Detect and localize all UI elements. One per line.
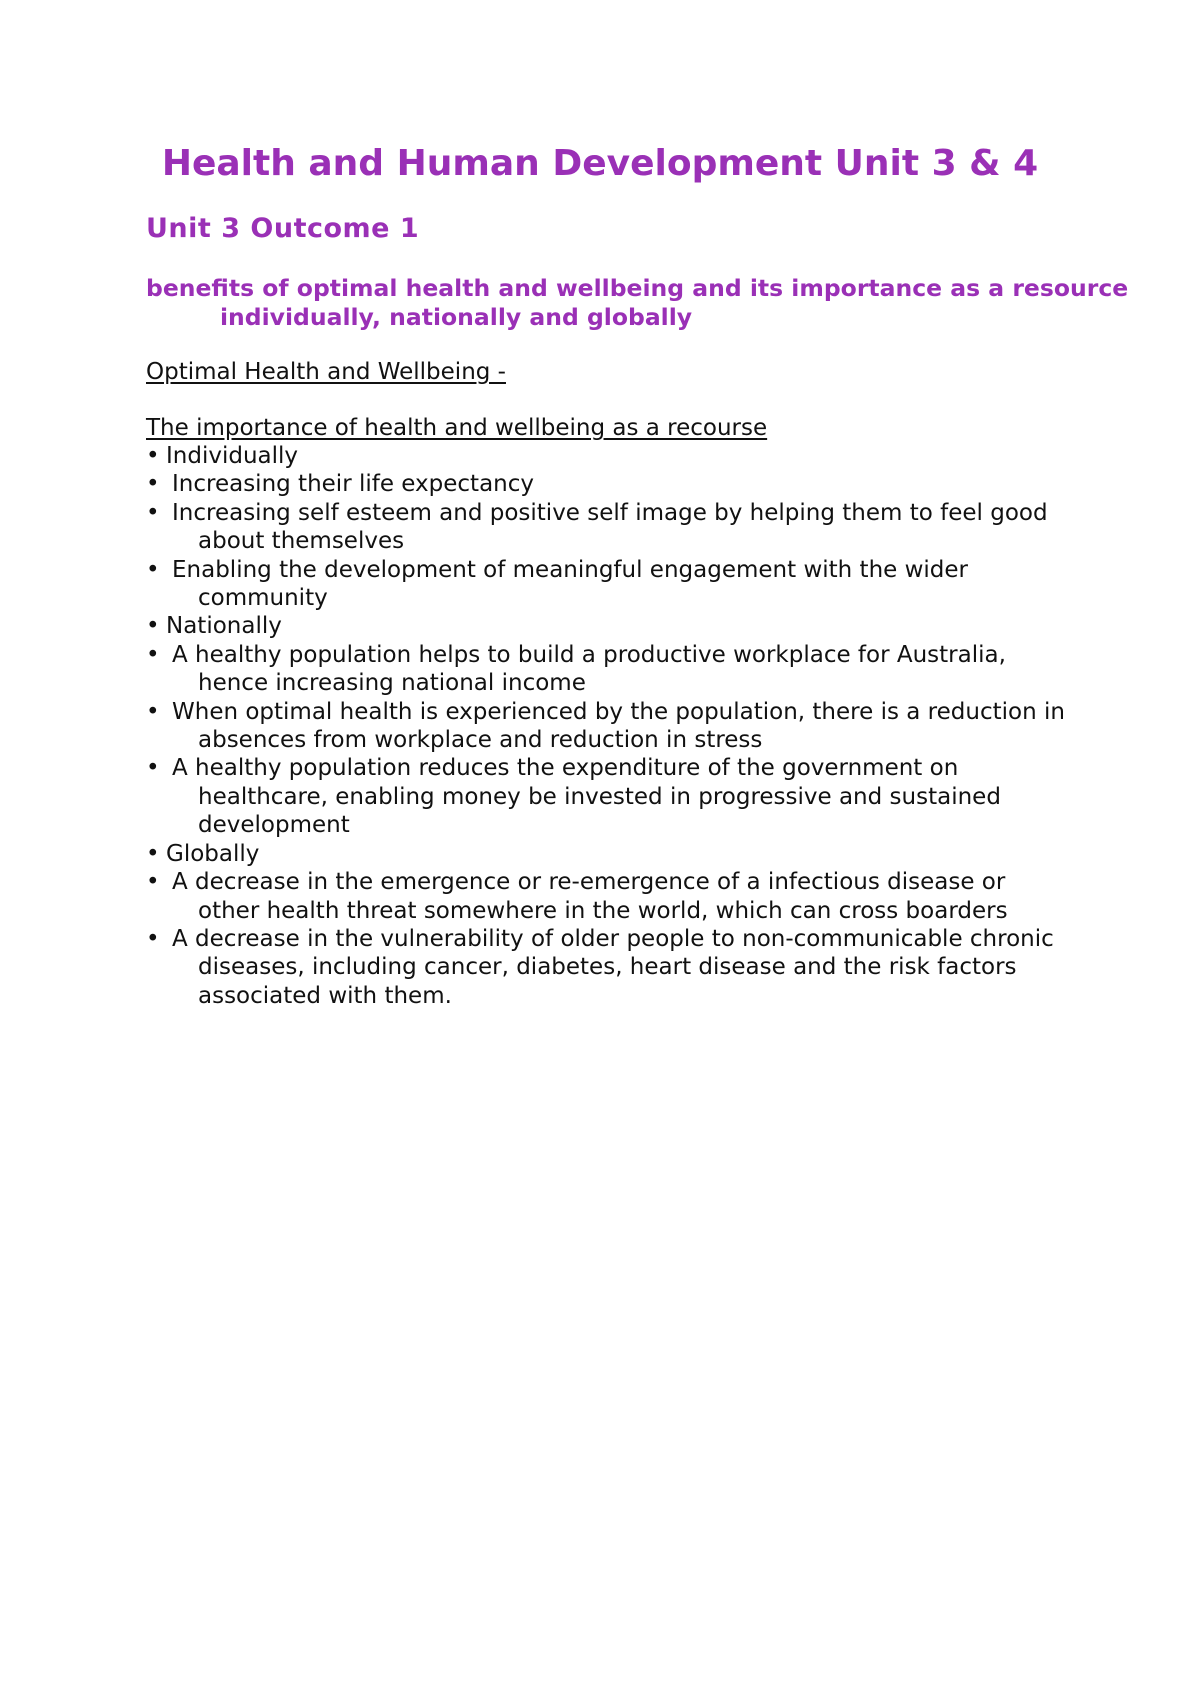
document-title: Health and Human Development Unit 3 & 4 (161, 143, 1039, 184)
list-item-text: Nationally (166, 613, 282, 640)
list-item (146, 925, 1066, 1010)
bullet-glyph: • (146, 869, 160, 896)
learning-objective: benefits of optimal health and wellbeing and its importance as a resource individually, nationally and globally (146, 274, 1129, 331)
list-item-text: Individually (166, 443, 299, 469)
list-item-text: A decrease in the emergence or re-emergence of a infectious disease or other health threat somewhere in the world, which can cross boarders (172, 869, 1008, 924)
document-subtitle: Unit 3 Outcome 1 (146, 213, 420, 244)
list-item (146, 556, 1066, 613)
bullet-glyph: • (146, 641, 160, 668)
bullet-glyph: • (146, 698, 160, 725)
bullet-glyph: • (146, 556, 160, 583)
bullet-glyph: • (146, 471, 160, 498)
bullet-list (146, 442, 1066, 1010)
bullet-glyph: • (146, 443, 160, 469)
bullet-glyph: • (146, 755, 160, 782)
section-heading-importance: The importance of health and wellbeing as a recourse (146, 415, 768, 441)
section-heading-optimal-health: Optimal Health and Wellbeing - (146, 359, 506, 385)
list-item (146, 612, 1066, 640)
list-item (146, 499, 1066, 556)
list-item-text: Enabling the development of meaningful engagement with the wider community (172, 556, 969, 612)
bullet-glyph: • (146, 499, 160, 526)
bullet-glyph: • (146, 613, 160, 640)
bullet-glyph: • (146, 840, 160, 867)
list-item (146, 442, 1066, 470)
bullet-glyph: • (146, 925, 160, 952)
list-item (146, 641, 1066, 698)
list-item-text: A healthy population helps to build a productive workplace for Australia, hence increasing national income (172, 641, 1006, 697)
list-item (146, 470, 1066, 498)
list-item-text: Increasing self esteem and positive self image by helping them to feel good about themselves (172, 499, 1048, 555)
list-item (146, 698, 1066, 755)
list-item (146, 754, 1066, 839)
list-item-text: When optimal health is experienced by the population, there is a reduction in absences from workplace and reduction in stress (172, 698, 1065, 754)
list-item (146, 840, 1066, 868)
list-item-text: A decrease in the vulnerability of older people to non-communicable chronic diseases, including cancer, diabetes, heart disease and the risk factors associated with them. (172, 925, 1054, 1009)
list-item-text: A healthy population reduces the expenditure of the government on healthcare, enabling money be invested in progressive and sustained development (172, 755, 1001, 839)
list-item-text: Globally (166, 840, 260, 867)
list-item-text: Increasing their life expectancy (172, 471, 535, 498)
list-item (146, 868, 1066, 925)
